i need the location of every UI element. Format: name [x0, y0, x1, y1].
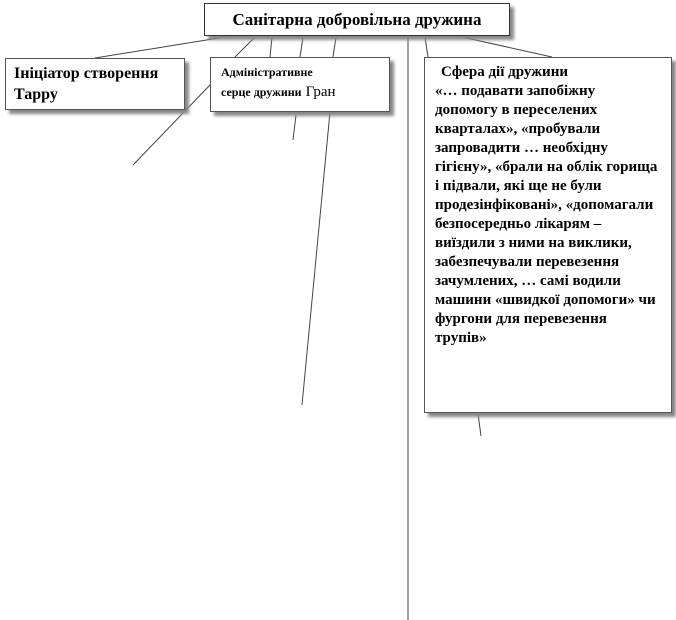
connector-line — [95, 37, 225, 58]
connector-line — [425, 37, 428, 57]
connector-line — [478, 414, 481, 436]
connector-line — [270, 37, 272, 57]
connector-line — [462, 37, 552, 57]
connector-line — [302, 112, 330, 405]
connector-line — [293, 115, 296, 140]
node-scope — [424, 57, 672, 413]
node-initiator — [5, 58, 185, 110]
connector-line — [300, 37, 303, 57]
connector-line — [235, 37, 255, 57]
root-label: Санітарна добровільна дружина — [232, 10, 482, 29]
node-initiator-line1: Ініціатор створення — [14, 65, 159, 82]
root-node — [204, 3, 510, 36]
node-scope-text: «… подавати запобіжну допомогу в переселених кварталах», «пробували запровадити … необхідну гігієну», «брали на облік горища і підвали, які ще не були продезінфіковані», «допомагали безпосередньо лікарям – виїздили з ними на виклики, забезпечували перевезення зачумлених, … самі водили машини «швидкої допомоги» чи фургони для перевезення трупів» — [435, 83, 658, 346]
node-admin-line2: серце дружини — [221, 85, 302, 99]
node-admin-name: Гран — [305, 84, 336, 100]
connector-line — [333, 37, 336, 57]
node-scope-title: Сфера дії дружини — [441, 64, 568, 80]
node-initiator-line2: Тарру — [14, 86, 58, 103]
node-admin-line1: Адміністративне — [221, 65, 313, 79]
node-admin — [210, 57, 390, 112]
